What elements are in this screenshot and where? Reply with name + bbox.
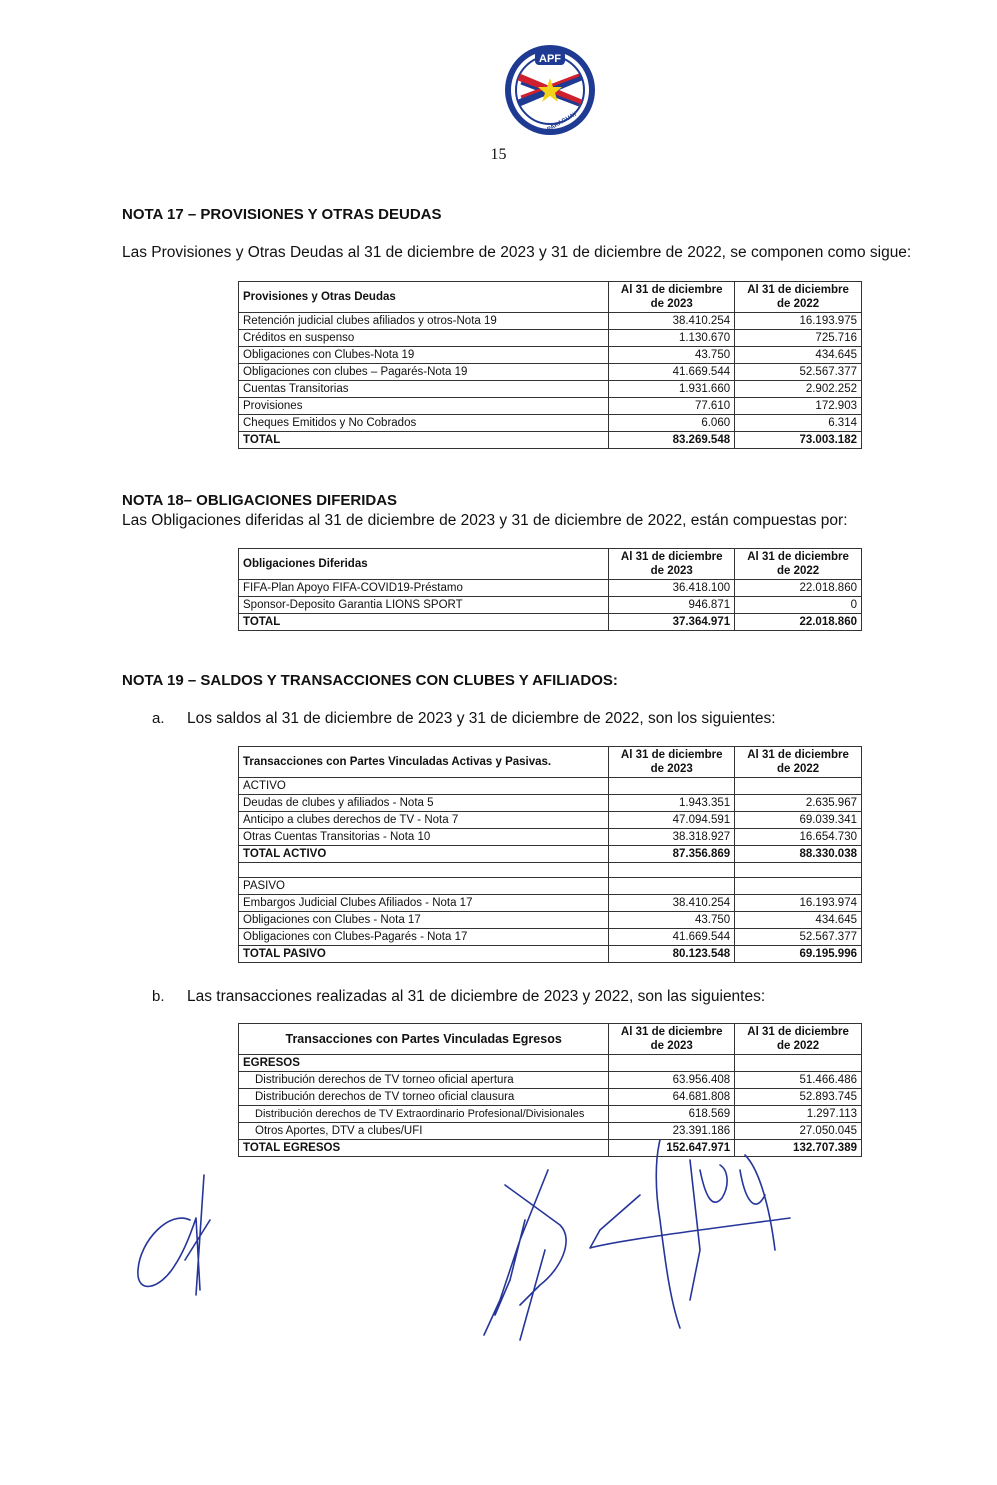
total-2022: 73.003.182	[735, 432, 862, 449]
row-label: Obligaciones con Clubes - Nota 17	[239, 912, 609, 929]
table-row	[239, 580, 862, 597]
total-2022: 88.330.038	[735, 846, 862, 863]
nota17-title: NOTA 17 – PROVISIONES Y OTRAS DEUDAS	[122, 206, 442, 223]
header-cell: Transacciones con Partes Vinculadas Activas y Pasivas.	[239, 747, 609, 778]
value-2023: 36.418.100	[609, 580, 735, 597]
value-2023: 63.956.408	[609, 1072, 735, 1089]
value-2022: 16.193.975	[735, 313, 862, 330]
total-2023: 83.269.548	[609, 432, 735, 449]
signatures	[0, 1100, 997, 1360]
header-cell: Al 31 de diciembre de 2023	[609, 549, 735, 580]
value-2023: 38.410.254	[609, 895, 735, 912]
item-a-label: a.	[152, 710, 165, 727]
row-label: Distribución derechos de TV Extraordinario Profesional/Divisionales	[239, 1106, 609, 1123]
row-label: Distribución derechos de TV torneo oficial clausura	[239, 1089, 609, 1106]
value-2023: 1.130.670	[609, 330, 735, 347]
header-cell: Al 31 de diciembre de 2022	[735, 1024, 862, 1055]
nota17-table	[238, 281, 862, 449]
row-label: Obligaciones con clubes – Pagarés-Nota 19	[239, 364, 609, 381]
logo-subtext: PARAGUAY	[546, 111, 579, 134]
value-2023: 618.569	[609, 1106, 735, 1123]
value-2022: 69.039.341	[735, 812, 862, 829]
table-row	[239, 829, 862, 846]
value-2022: 16.193.974	[735, 895, 862, 912]
table-header-row	[239, 549, 862, 580]
item-b-text: Las transacciones realizadas al 31 de diciembre de 2023 y 2022, son las siguientes:	[187, 988, 766, 1005]
table-row	[239, 415, 862, 432]
value-2023: 47.094.591	[609, 812, 735, 829]
header-cell: Provisiones y Otras Deudas	[239, 282, 609, 313]
section-label: ACTIVO	[239, 778, 609, 795]
value-2022: 52.893.745	[735, 1089, 862, 1106]
value-2023: 43.750	[609, 347, 735, 364]
table-row	[239, 895, 862, 912]
value-2023: 43.750	[609, 912, 735, 929]
total-row	[239, 946, 862, 963]
table-row	[239, 347, 862, 364]
header-cell: Al 31 de diciembre de 2022	[735, 747, 862, 778]
value-2023: 38.410.254	[609, 313, 735, 330]
table-row	[239, 364, 862, 381]
total-label: TOTAL ACTIVO	[239, 846, 609, 863]
table-row	[239, 330, 862, 347]
nota19-title: NOTA 19 – SALDOS Y TRANSACCIONES CON CLUBES Y AFILIADOS:	[122, 672, 618, 689]
table-row	[239, 398, 862, 415]
total-row	[239, 846, 862, 863]
row-label: Provisiones	[239, 398, 609, 415]
value-2022: 434.645	[735, 912, 862, 929]
signature-left	[138, 1175, 210, 1295]
row-label: Deudas de clubes y afiliados - Nota 5	[239, 795, 609, 812]
value-2023: 38.318.927	[609, 829, 735, 846]
header-cell: Al 31 de diciembre de 2023	[609, 747, 735, 778]
total-row	[239, 614, 862, 631]
table-row	[239, 1072, 862, 1089]
section-label: EGRESOS	[239, 1055, 609, 1072]
header-cell: Al 31 de diciembre de 2022	[735, 282, 862, 313]
total-label: TOTAL EGRESOS	[239, 1140, 609, 1157]
row-label: Otras Cuentas Transitorias - Nota 10	[239, 829, 609, 846]
value-2023: 946.871	[609, 597, 735, 614]
value-2022: 725.716	[735, 330, 862, 347]
table-row	[239, 795, 862, 812]
spacer-row	[239, 863, 862, 878]
total-label: TOTAL PASIVO	[239, 946, 609, 963]
value-2022: 51.466.486	[735, 1072, 862, 1089]
total-2023: 37.364.971	[609, 614, 735, 631]
apf-logo	[505, 45, 595, 135]
row-label: Créditos en suspenso	[239, 330, 609, 347]
row-label: Otros Aportes, DTV a clubes/UFI	[239, 1123, 609, 1140]
nota17-intro: Las Provisiones y Otras Deudas al 31 de diciembre de 2023 y 31 de diciembre de 2022, se componen como sigue:	[122, 244, 912, 261]
value-2022: 434.645	[735, 347, 862, 364]
section-label: PASIVO	[239, 878, 609, 895]
value-2023: 64.681.808	[609, 1089, 735, 1106]
total-2023: 87.356.869	[609, 846, 735, 863]
header-cell: Al 31 de diciembre de 2022	[735, 549, 862, 580]
row-label: Cheques Emitidos y No Cobrados	[239, 415, 609, 432]
logo-text: APF	[539, 53, 561, 65]
table-row	[239, 929, 862, 946]
row-label: Anticipo a clubes derechos de TV - Nota 7	[239, 812, 609, 829]
value-2022: 1.297.113	[735, 1106, 862, 1123]
section-row	[239, 1055, 862, 1072]
value-2022: 27.050.045	[735, 1123, 862, 1140]
value-2022: 2.635.967	[735, 795, 862, 812]
total-row	[239, 432, 862, 449]
table-header-row	[239, 282, 862, 313]
table-row	[239, 912, 862, 929]
value-2022: 52.567.377	[735, 929, 862, 946]
value-2023: 23.391.186	[609, 1123, 735, 1140]
total-label: TOTAL	[239, 614, 609, 631]
header-cell: Al 31 de diciembre de 2023	[609, 282, 735, 313]
table-row	[239, 381, 862, 398]
page-number: 15	[490, 146, 507, 163]
total-2022: 22.018.860	[735, 614, 862, 631]
row-label: Obligaciones con Clubes-Nota 19	[239, 347, 609, 364]
item-b-label: b.	[152, 988, 165, 1005]
table-row	[239, 812, 862, 829]
row-label: Obligaciones con Clubes-Pagarés - Nota 17	[239, 929, 609, 946]
signature-right	[590, 1140, 790, 1328]
value-2022: 172.903	[735, 398, 862, 415]
value-2022: 2.902.252	[735, 381, 862, 398]
table-row	[239, 313, 862, 330]
total-label: TOTAL	[239, 432, 609, 449]
row-label: FIFA-Plan Apoyo FIFA-COVID19-Préstamo	[239, 580, 609, 597]
row-label: Distribución derechos de TV torneo oficial apertura	[239, 1072, 609, 1089]
table-row	[239, 597, 862, 614]
value-2022: 22.018.860	[735, 580, 862, 597]
total-2023: 152.647.971	[609, 1140, 735, 1157]
value-2023: 41.669.544	[609, 364, 735, 381]
table-header-row	[239, 747, 862, 778]
value-2023: 6.060	[609, 415, 735, 432]
table-header-row	[239, 1024, 862, 1055]
total-2022: 132.707.389	[735, 1140, 862, 1157]
value-2023: 41.669.544	[609, 929, 735, 946]
row-label: Retención judicial clubes afiliados y otros-Nota 19	[239, 313, 609, 330]
section-row	[239, 778, 862, 795]
header-cell: Transacciones con Partes Vinculadas Egresos	[239, 1024, 609, 1055]
total-2022: 69.195.996	[735, 946, 862, 963]
nota18-table	[238, 548, 862, 631]
value-2022: 16.654.730	[735, 829, 862, 846]
row-label: Embargos Judicial Clubes Afiliados - Nota 17	[239, 895, 609, 912]
value-2023: 1.931.660	[609, 381, 735, 398]
header-cell: Al 31 de diciembre de 2023	[609, 1024, 735, 1055]
nota19-table-a	[238, 746, 862, 963]
nota18-intro: Las Obligaciones diferidas al 31 de diciembre de 2023 y 31 de diciembre de 2022, están compuestas por:	[122, 512, 848, 529]
value-2022: 52.567.377	[735, 364, 862, 381]
value-2023: 77.610	[609, 398, 735, 415]
total-2023: 80.123.548	[609, 946, 735, 963]
value-2022: 0	[735, 597, 862, 614]
section-row	[239, 878, 862, 895]
row-label: Cuentas Transitorias	[239, 381, 609, 398]
item-a-text: Los saldos al 31 de diciembre de 2023 y 31 de diciembre de 2022, son los siguientes:	[187, 710, 776, 727]
nota18-title: NOTA 18– OBLIGACIONES DIFERIDAS	[122, 492, 398, 509]
value-2023: 1.943.351	[609, 795, 735, 812]
value-2022: 6.314	[735, 415, 862, 432]
signature-center	[484, 1170, 566, 1340]
row-label: Sponsor-Deposito Garantia LIONS SPORT	[239, 597, 609, 614]
header-cell: Obligaciones Diferidas	[239, 549, 609, 580]
